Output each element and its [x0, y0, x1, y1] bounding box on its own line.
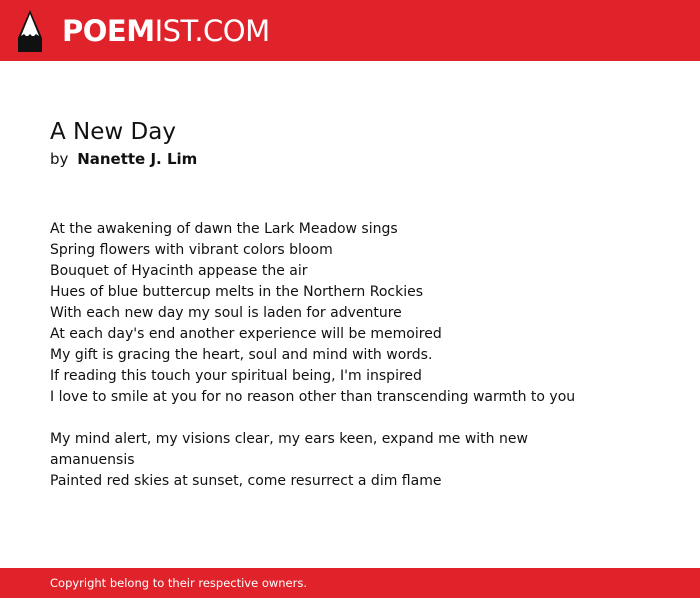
poem-line: At the awakening of dawn the Lark Meadow sings: [50, 221, 398, 237]
poem-body: [50, 219, 650, 513]
poem-title: A New Day: [50, 119, 176, 145]
poem-line: With each new day my soul is laden for adventure: [50, 305, 402, 321]
poem-line: If reading this touch your spiritual being, I'm inspired: [50, 368, 422, 384]
pencil-tip-icon[interactable]: [18, 10, 42, 52]
poem-line: My mind alert, my visions clear, my ears keen, expand me with new amanuensis: [50, 431, 528, 468]
byline: [50, 149, 197, 169]
poem-line: Painted red skies at sunset, come resurrect a dim flame: [50, 473, 442, 489]
site-footer: [0, 568, 700, 598]
poem-line: At each day's end another experience will be memoired: [50, 326, 442, 342]
stanza: [50, 219, 650, 408]
by-label: by: [50, 150, 69, 168]
author-name[interactable]: Nanette J. Lim: [77, 150, 198, 168]
poem-line: My gift is gracing the heart, soul and mind with words.: [50, 347, 433, 363]
site-logo[interactable]: [62, 13, 270, 49]
poem-line: I love to smile at you for no reason other than transcending warmth to you: [50, 389, 576, 405]
poem-line: Bouquet of Hyacinth appease the air: [50, 263, 308, 279]
poem-line: Spring flowers with vibrant colors bloom: [50, 242, 333, 258]
logo-light-part: IST.COM: [154, 14, 270, 48]
copyright-notice: Copyright belong to their respective owners.: [50, 576, 308, 590]
stanza: [50, 429, 650, 492]
logo-bold-part: POEM: [62, 14, 155, 48]
poem-line: Hues of blue buttercup melts in the Northern Rockies: [50, 284, 424, 300]
site-header: [0, 0, 700, 61]
